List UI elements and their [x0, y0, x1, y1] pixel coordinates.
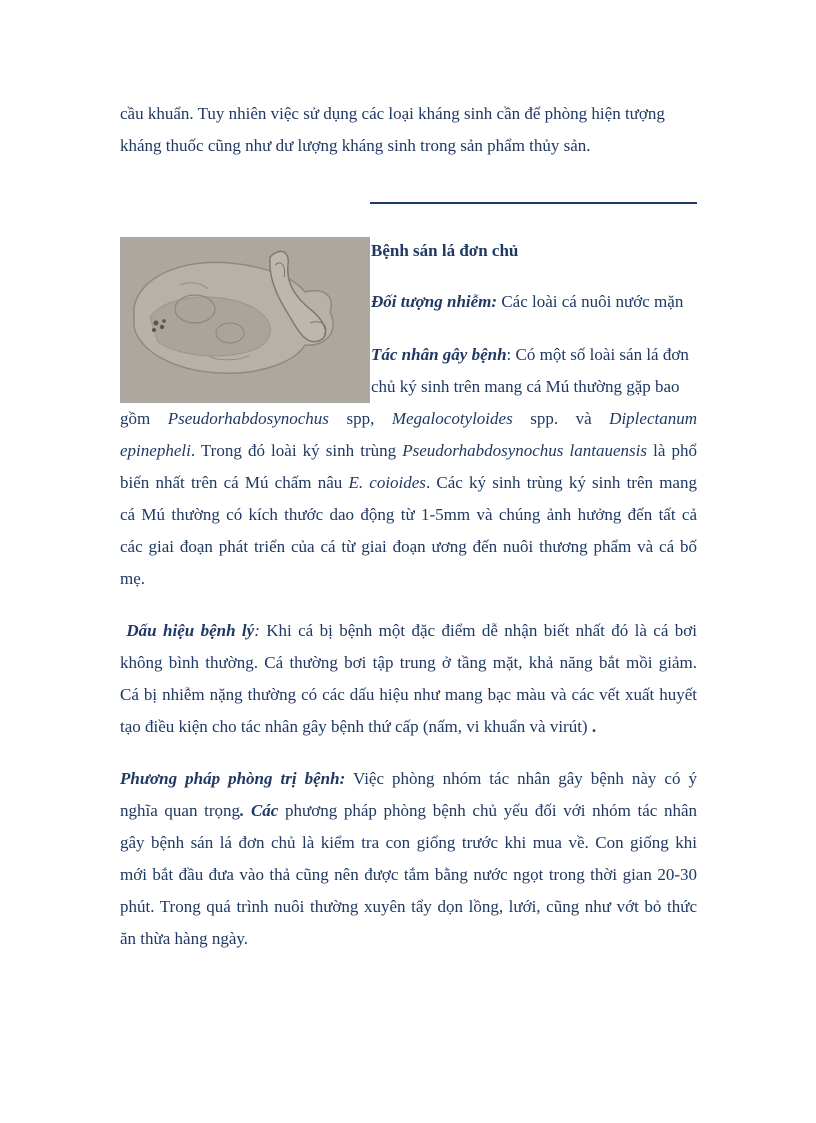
agent-line-2: chủ ký sinh trên mang cá Mú thường gặp bao	[371, 377, 680, 396]
signs-line-4	[120, 716, 596, 738]
species-diplectanum: Diplectanum	[609, 409, 697, 428]
prevent-label: Phương pháp phòng trị bệnh:	[120, 769, 346, 788]
species-lantauensis: Pseudorhabdosynochus lantauensis	[402, 441, 647, 460]
agent-line-5	[120, 472, 697, 494]
signs-line-4-text: tạo điều kiện cho tác nhân gây bệnh thứ cấp (nấm, vi khuẩn và virút)	[120, 717, 592, 736]
agent-line-6: cá Mú thường có kích thước dao động từ 1-5mm và chúng ảnh hưởng đến tất cả	[120, 505, 697, 524]
signs-colon: :	[254, 621, 260, 640]
agent-line-8: mẹ.	[120, 569, 146, 588]
species-megalocotyloides: Megalocotyloides	[391, 409, 513, 428]
agent-label: Tác nhân gây bệnh	[371, 345, 507, 364]
intro-line-1: cầu khuẩn. Tuy nhiên việc sử dụng các loại kháng sinh cần để phòng hiện tượng	[120, 104, 665, 123]
agent-line-4	[120, 440, 697, 462]
species-pseudorhabdosynochus: Pseudorhabdosynochus	[167, 409, 329, 428]
agent-line-3-e: spp. và	[512, 409, 610, 428]
agent-line-1-text: : Có một số loài sán lá đơn	[506, 345, 689, 364]
signs-line-1-text: Khi cá bị bệnh một đặc điểm dễ nhận biết nhất đó là cá bơi	[259, 621, 697, 640]
agent-line-1	[371, 344, 689, 366]
agent-line-5-c: . Các ký sinh trùng ký sinh trên mang	[425, 473, 697, 492]
signs-line-2: không bình thường. Cá thường bơi tập trung ở tầng mặt, khả năng bắt mồi giảm.	[120, 653, 697, 672]
prevent-line-3: gây bệnh sán lá đơn chủ là kiểm tra con giống trước khi mua về. Con giống khi	[120, 833, 697, 852]
agent-line-5-a: biến nhất trên cá Mú chấm nâu	[120, 473, 349, 492]
prevent-line-1	[120, 768, 697, 790]
prevent-line-2-a: nghĩa quan trọng	[120, 801, 241, 820]
monogenean-parasite-image	[120, 237, 370, 403]
prevent-line-6: ăn thừa hàng ngày.	[120, 929, 249, 948]
signs-line-3: Cá bị nhiễm nặng thường có các dấu hiệu như mang bạc màu và các vết xuất huyết	[120, 685, 697, 704]
intro-line-2: kháng thuốc cũng như dư lượng kháng sinh trong sản phẩm thủy sản.	[120, 136, 591, 155]
species-e-coioides: E. coioides	[348, 473, 426, 492]
agent-line-4-d: là phổ	[647, 441, 697, 460]
prevent-line-5: phút. Trong quá trình nuôi thường xuyên tẩy dọn lồng, lưới, cũng như vớt bỏ thức	[120, 897, 697, 916]
agent-line-3-c: spp,	[328, 409, 392, 428]
parasite-micrograph	[120, 237, 370, 403]
agent-line-3-a: gồm	[120, 409, 168, 428]
agent-line-7: các giai đoạn phát triển của cá từ giai đoạn ương đến nuôi thương phẩm và cá bố	[120, 537, 697, 556]
prevent-line-2-c: phương pháp phòng bệnh chủ yếu đối với nhóm tác nhân	[278, 801, 697, 820]
prevent-line-2	[120, 800, 697, 822]
signs-line-1	[120, 620, 697, 642]
prevent-line-1-text: Việc phòng nhóm tác nhân gây bệnh này có ý	[345, 769, 697, 788]
target-host-line	[371, 291, 683, 313]
section-title: Bệnh sán lá đơn chủ	[371, 241, 519, 260]
target-host-label: Đối tượng nhiễm:	[371, 292, 498, 311]
prevent-line-2-b: . Các	[240, 801, 279, 820]
signs-line-4-end: .	[591, 717, 597, 736]
section-divider	[370, 202, 697, 204]
signs-label: Dấu hiệu bệnh lý	[126, 621, 255, 640]
target-host-text: Các loài cá nuôi nước mặn	[497, 292, 684, 311]
agent-line-4-b: . Trong đó loài ký sinh trùng	[190, 441, 403, 460]
agent-line-3	[120, 408, 697, 430]
prevent-line-4: mới bắt đầu đưa vào thả cũng nên được tắm bằng nước ngọt trong thời gian 20-30	[120, 865, 697, 884]
species-epinepheli: epinepheli	[120, 441, 191, 460]
